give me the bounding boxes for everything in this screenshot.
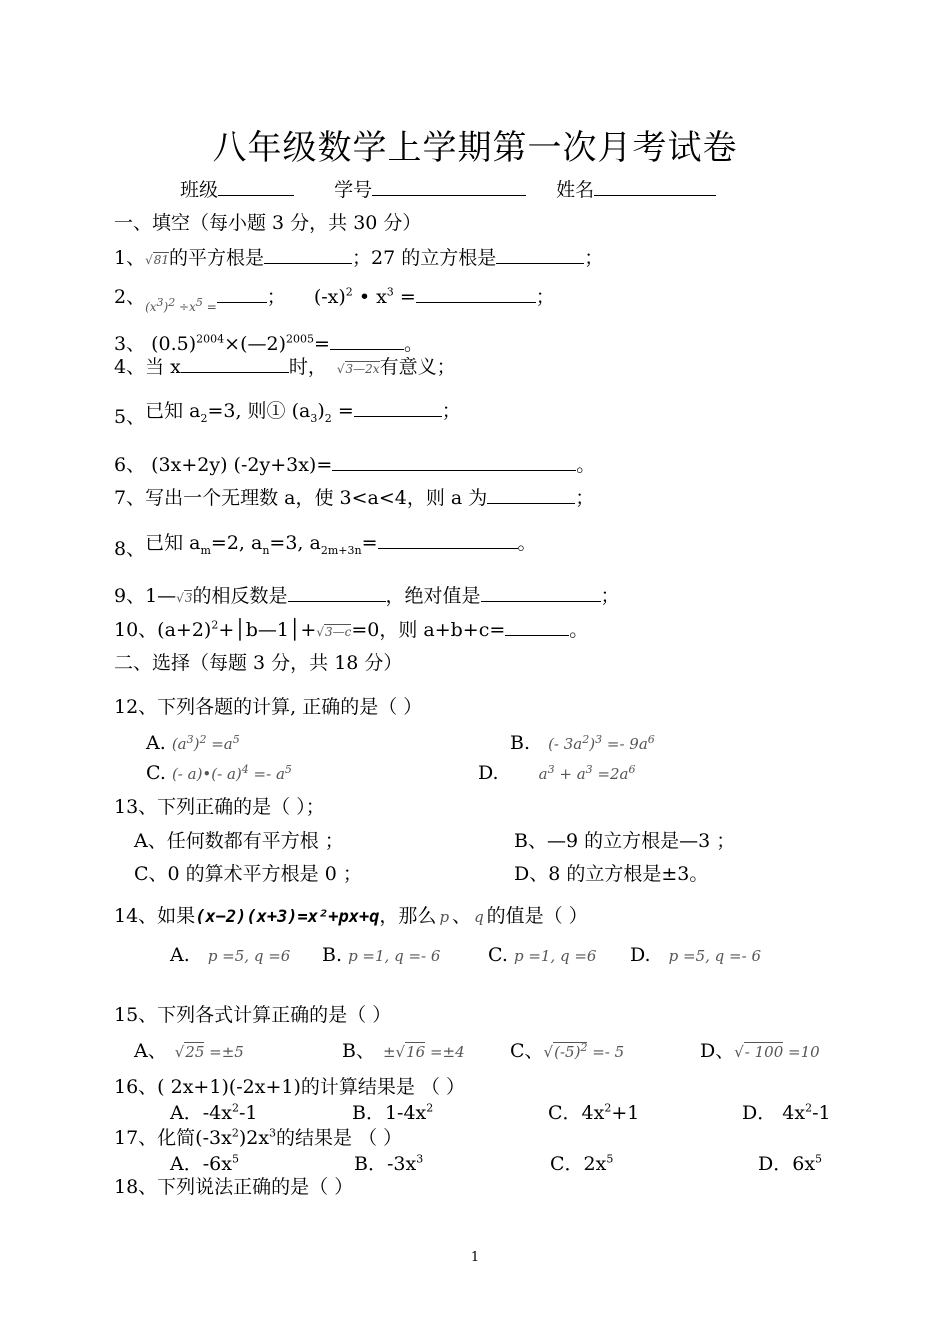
question-1: 1、√81的平方根是 ；27 的立方根是 ；	[114, 247, 604, 269]
q17-option-c: C．$2x^5$	[550, 1152, 614, 1175]
q13-option-a: A、任何数都有平方根 ；	[134, 830, 344, 852]
q15-option-c: C、$√(-5)^2 =- 5$	[510, 1040, 625, 1062]
q16-option-b: B．$1-4x^2$	[352, 1101, 434, 1124]
page-title: 八年级数学上学期第一次月考试卷	[212, 128, 738, 168]
question-7: 7、写出一个无理数 a，使 3<a<4，则 a 为 ；	[114, 487, 595, 509]
question-10: 10、$(a+2)^2+│b—1│+√3—c=0$，则 a+b+c= 。	[114, 618, 589, 641]
q17-option-a: A．$-6x^5$	[170, 1152, 239, 1175]
section-2-heading: 二、选择（每题 3 分，共 18 分）	[114, 652, 403, 674]
question-13: 13、下列正确的是（ ）；	[114, 796, 325, 818]
header-line	[180, 177, 716, 202]
q14-option-d: D. p =5, q =- 6	[630, 944, 761, 966]
question-6: 6、 (3x+2y) (-2y+3x)= 。	[114, 454, 596, 476]
q12-option-c: C. (- a)•(- $a)^4 =- a^5$	[146, 762, 292, 784]
student-id-blank	[372, 177, 526, 196]
sqrt-3-minus-2x: √3—2x	[336, 362, 380, 376]
q12-option-a: A. $(a^3)^2 =a^5$	[146, 732, 240, 754]
class-label: 班级	[180, 179, 219, 201]
q14-option-a: A. p =5, q =6	[170, 944, 291, 966]
question-14: 14、如果(x−2)(x+3)=x²+px+q，那么 p 、 q 的值是（ ）	[114, 905, 588, 927]
section-1-heading: 一、填空（每小题 3 分，共 30 分）	[114, 212, 422, 234]
question-9: 9、1—√3的相反数是 ，绝对值是 ；	[114, 585, 620, 607]
q12-option-d: D. $a^3 + a^3 =2a^6$	[478, 762, 636, 784]
sqrt-3-minus-c: √3—c	[316, 625, 352, 639]
q15-option-a: A、 √25 =±5	[134, 1040, 244, 1062]
page-number: 1	[470, 1250, 480, 1265]
question-8: 8、已知 $a_m=2$, $a_n=3$, $a_{2m+3n}=$ 。	[114, 532, 537, 560]
q15-option-b: B、 ±√16 =±4	[342, 1040, 465, 1062]
question-16: 16、( 2x+1)(-2x+1)的计算结果是 （ ）	[114, 1076, 465, 1098]
question-3: 3、 $(0.5)^{2004}\times(—2)^{2005}=$ 。	[114, 332, 423, 355]
sqrt-81: √81	[145, 253, 170, 267]
question-15: 15、下列各式计算正确的是（ ）	[114, 1004, 392, 1026]
question-12: 12、下列各题的计算, 正确的是（ ）	[114, 696, 423, 718]
question-4: 4、当 x 时， √3—2x有意义；	[114, 356, 456, 378]
question-18: 18、下列说法正确的是（ ）	[114, 1176, 354, 1198]
name-label: 姓名	[556, 179, 595, 201]
q13-option-d: D、8 的立方根是±3。	[514, 863, 709, 885]
q16-option-a: A．$-4x^2-1$	[170, 1101, 258, 1124]
formula-product-expansion: (x−2)(x+3)=x²+px+q	[195, 907, 380, 927]
q15-option-d: D、√- 100 =10	[700, 1040, 820, 1062]
question-17: 17、化简$(-3x^2)2x^3$的结果是 （ ）	[114, 1126, 403, 1149]
student-id-label: 学号	[334, 179, 373, 201]
q16-option-c: C．$4x^2+1$	[548, 1101, 640, 1124]
q13-option-c: C、0 的算术平方根是 0 ；	[134, 863, 362, 885]
formula-x3-squared-div-x5: (x3)2 ÷x5 =	[145, 296, 217, 314]
q14-option-c: C. p =1, q =6	[488, 944, 597, 966]
q16-option-d: D． $4x^2-1$	[742, 1101, 831, 1124]
question-2: 2、$_{(x^3)^2 \div x^5 =}$ ； $(-x)^2$ • $x^3$ = ；	[114, 285, 555, 314]
sqrt-3: √3	[176, 591, 193, 605]
q14-option-b: B. p =1, q =- 6	[322, 944, 441, 966]
question-5: 5、已知 $a_2=3$, 则① $(a_3)_2$ = ；	[114, 400, 461, 428]
q13-option-b: B、—9 的立方根是—3 ；	[514, 830, 736, 852]
q12-option-b: B. (- $3a^2)^3 =- 9a^6$	[510, 732, 655, 754]
class-blank	[218, 177, 294, 196]
q17-option-d: D．$6x^5$	[758, 1152, 823, 1175]
q17-option-b: B．$-3x^3$	[354, 1152, 424, 1175]
name-blank	[594, 177, 716, 196]
